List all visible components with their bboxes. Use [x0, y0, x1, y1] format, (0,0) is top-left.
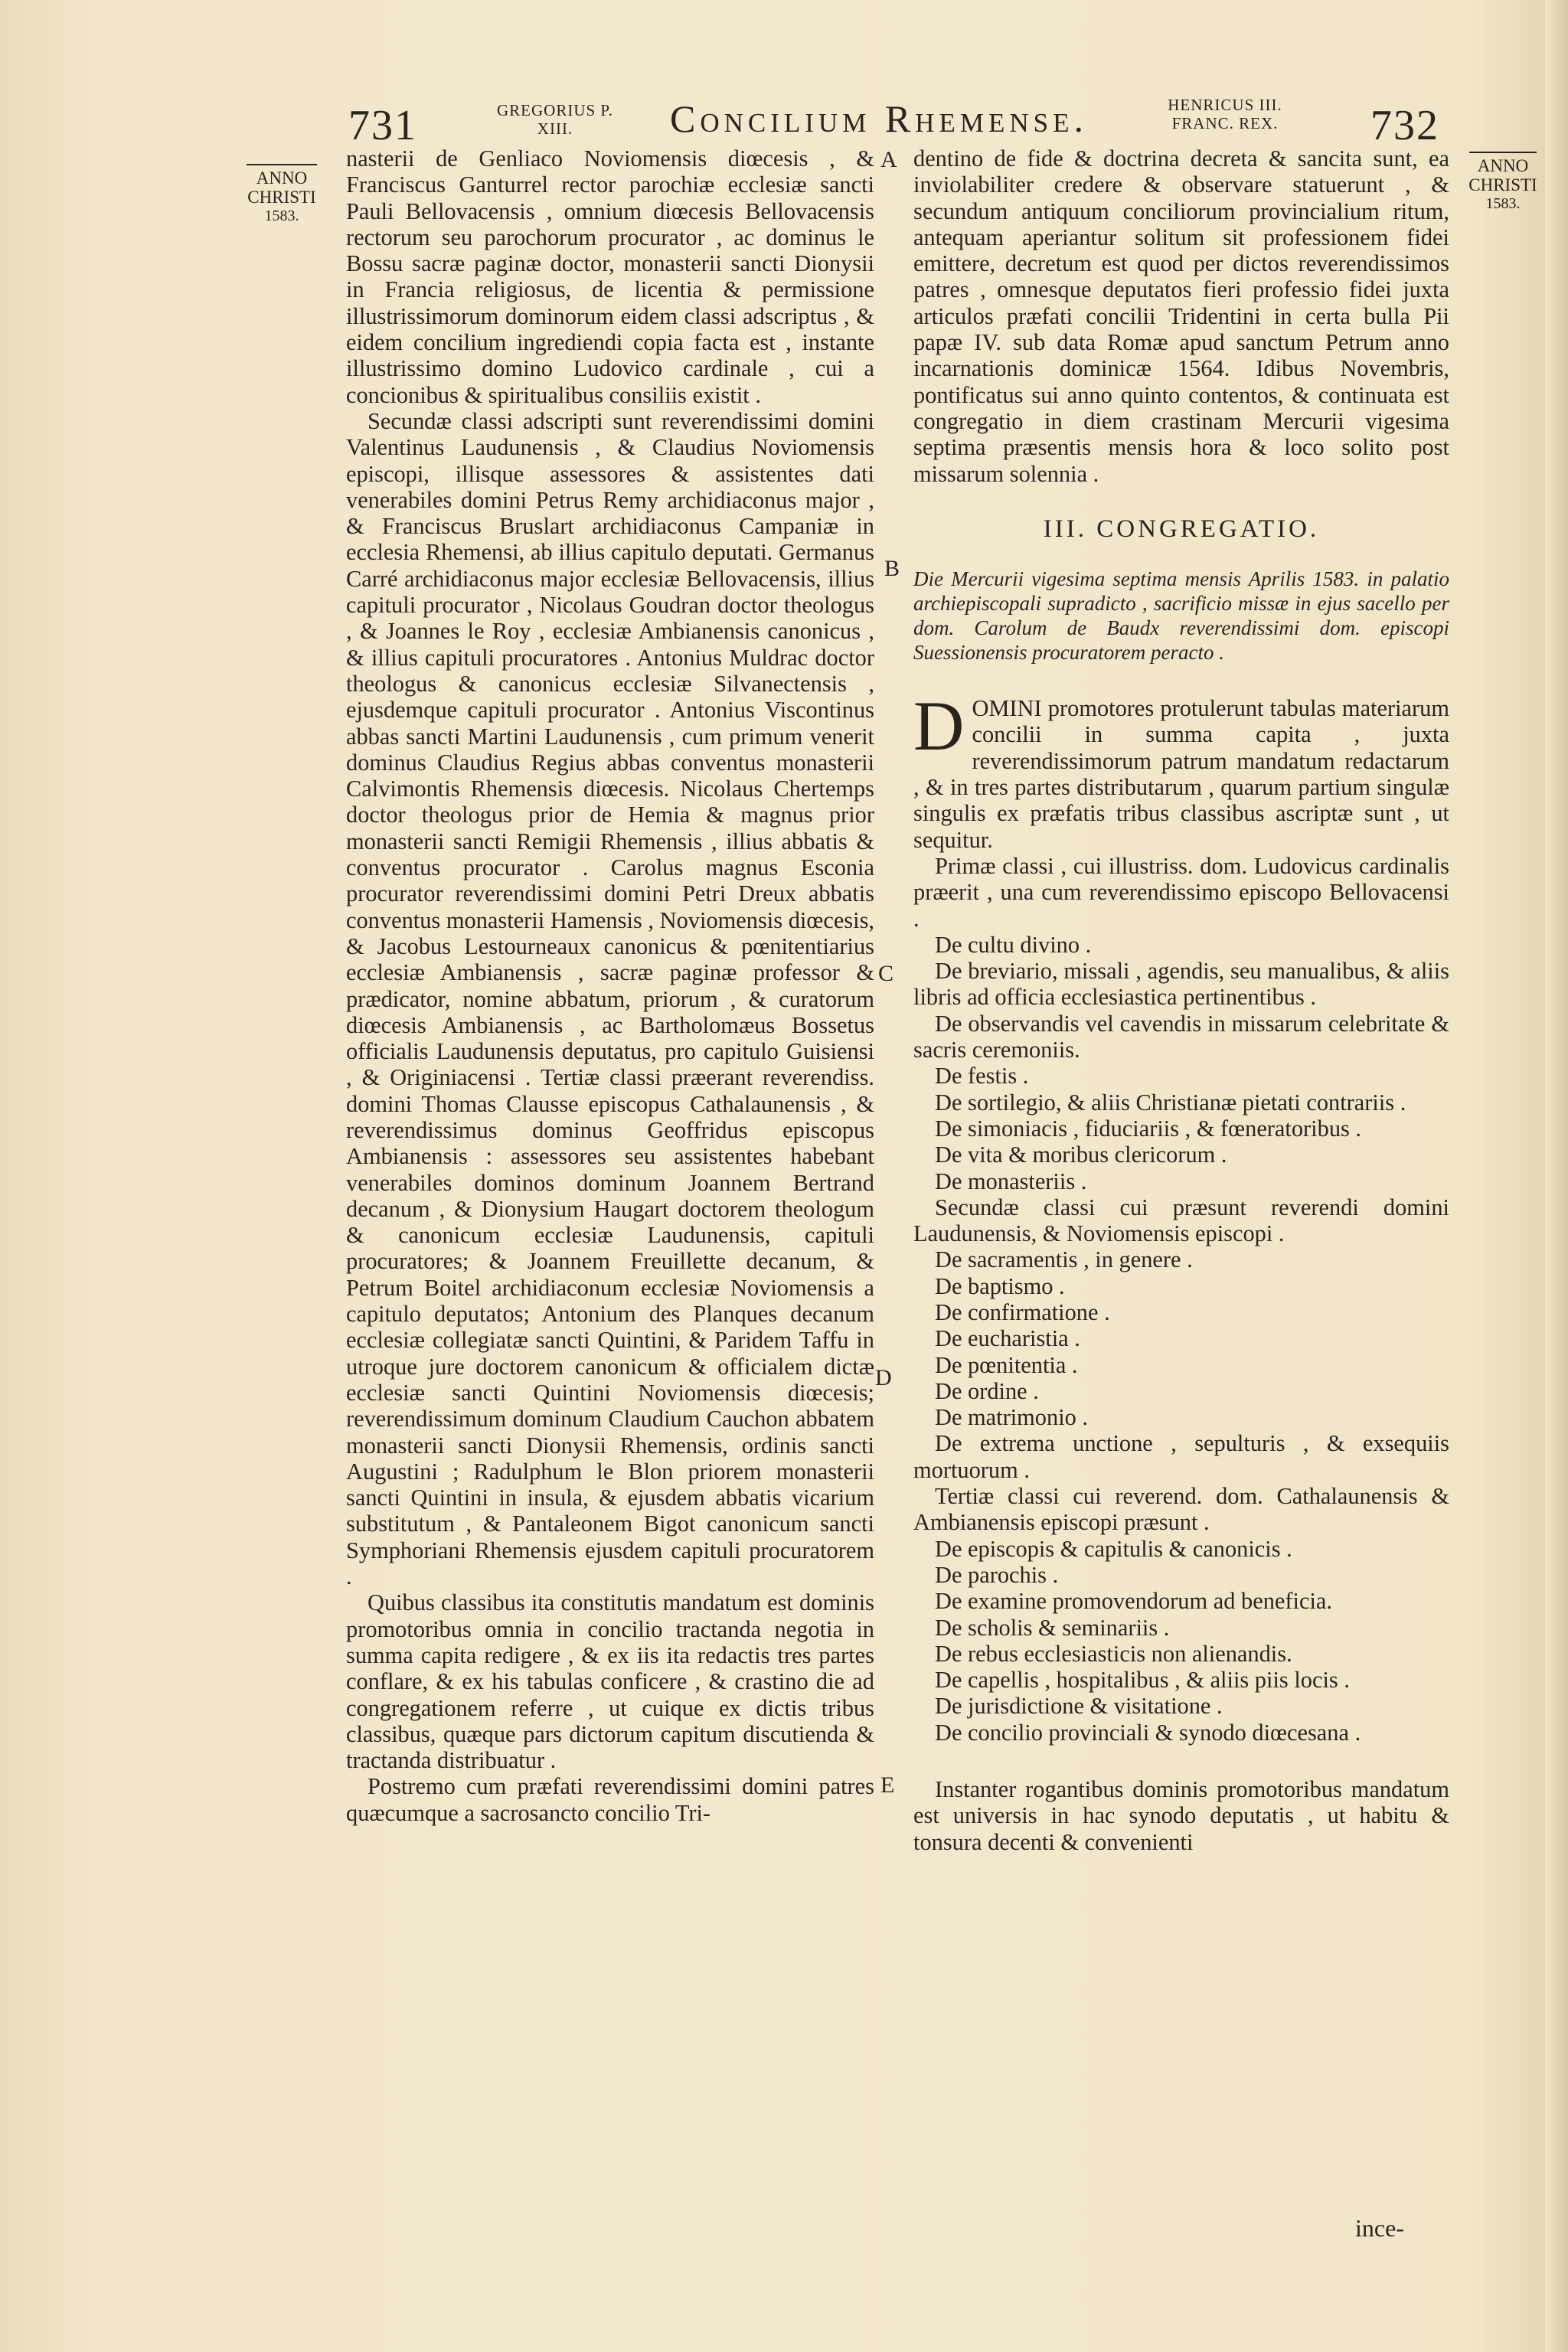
left-paragraph-3: Quibus classibus ita constitutis mandatum est dominis promotoribus omnia in concilio tractanda negotia in summa capita redigere , & ex iis ita redactis tres partes conflare, & ex his tabulas conficere , & crastino die ad congregationem referre , ut cuique ex dictis tribus classibus, quæque pars dictorum capitum discutienda & tractanda distribuatur .: [346, 1589, 874, 1774]
running-head-left: GREGORIUS P. XIII.: [496, 101, 614, 138]
list-item: De capellis , hospitalibus , & aliis piis locis .: [935, 1667, 1350, 1694]
list-item: De observandis vel cavendis in missarum celebritate & sacris ceremoniis.: [913, 1010, 1449, 1063]
list-item: De monasteriis .: [935, 1168, 1087, 1194]
page-edge: [1545, 0, 1568, 2352]
section-title: III. CONGREGATIO.: [1043, 514, 1320, 543]
running-title: Concilium Rhemense.: [670, 97, 1088, 140]
list-item: De breviario, missali , agendis, seu manualibus, & aliis libris ad officia ecclesiastica pertinentibus .: [913, 958, 1449, 1011]
section-subtitle: Die Mercurii vigesima septima mensis Aprilis 1583. in palatio archiepiscopali supradicto , sacrificio missæ in ejus sacello per dom. Carolum de Baudx reverendissimi dom. episcopi Suessionensis procuratorem peracto .: [913, 567, 1449, 665]
page-number-right: 732: [1370, 102, 1439, 149]
left-paragraph-1: nasterii de Genliaco Noviomensis diœcesis , & Franciscus Ganturrel rector parochiæ ecclesiæ sancti Pauli Bellovacensis , omnium diœcesis Bellovacensis rectorum seu parochorum procurator , ac dominus le Bossu sacræ paginæ doctor, monasterii sancti Dionysii in Francia religiosus, de licentia & permissione illustrissimorum dominorum eidem classi adscriptus , & eidem concilium ingrediendi copia facta est , instante illustrissimo domino Ludovico cardinale , cui a concionibus & spiritualibus consiliis existit .: [346, 145, 874, 408]
dropcap-paragraph: [913, 687, 1449, 853]
list-item: De cultu divino .: [935, 931, 1092, 958]
class1-list: [913, 932, 1449, 1194]
list-item: De matrimonio .: [935, 1404, 1089, 1431]
section-marker-e: E: [880, 1772, 895, 1798]
list-item: De rebus ecclesiasticis non alienandis.: [935, 1640, 1292, 1667]
list-item: De baptismo .: [935, 1272, 1065, 1299]
class2-list: [913, 1246, 1449, 1483]
right-column: [913, 145, 1449, 1855]
list-item: De festis .: [935, 1063, 1029, 1089]
list-item: De eucharistia .: [935, 1325, 1080, 1352]
class2-intro: Secundæ classi cui præsunt reverendi domini Laudunensis, & Noviomensis episcopi .: [913, 1194, 1449, 1247]
drop-cap-letter: D: [913, 687, 965, 766]
list-item: De sortilegio, & aliis Christianæ pietati contrariis .: [935, 1089, 1406, 1116]
class3-list: [913, 1536, 1449, 1746]
margin-note-left-line2: CHRISTI: [247, 188, 316, 207]
list-item: De sacramentis , in genere .: [935, 1246, 1193, 1273]
margin-note-right-year: 1583.: [1485, 195, 1521, 212]
margin-note-left-line1: ANNO: [256, 168, 308, 188]
margin-note-left: [243, 164, 320, 226]
list-item: De extrema unctione , sepulturis , & exsequiis mortuorum .: [913, 1430, 1449, 1483]
list-item: De concilio provinciali & synodo diœcesana .: [935, 1719, 1361, 1746]
section-marker-d: D: [875, 1365, 892, 1390]
list-item: De vita & moribus clericorum .: [935, 1142, 1227, 1168]
list-item: De episcopis & capitulis & canonicis .: [935, 1535, 1292, 1562]
list-item: De examine promovendorum ad beneficia.: [935, 1588, 1332, 1615]
left-paragraph-2: Secundæ classi adscripti sunt reverendissimi domini Valentinus Laudunensis , & Claudius Noviomensis episcopi, illisque assessores & assistentes dati venerabiles domini Petrus Remy archidiaconus major , & Franciscus Bruslart archidiaconus Campaniæ in ecclesia Rhemensi, ab illius capitulo deputati. Germanus Carré archidiaconus major ecclesiæ Bellovacensis, illius capituli procurator , Nicolaus Goudran doctor theologus , & Joannes le Roy , ecclesiæ Ambianensis canonicus , & illius capituli procuratores . Antonius Muldrac doctor theologus & canonicus ecclesiæ Silvanectensis , ejusdemque capituli procurator . Antonius Viscontinus abbas sancti Martini Laudunensis , cum primum venerit dominus Claudius Regius abbas conventus monasterii Calvimontis Rhemensis diœcesis. Nicolaus Chertemps doctor theologus prior de Hemia & magnus prior monasterii sancti Remigii Rhemensis , illius abbatis & conventus procurator . Carolus magnus Esconia procurator reverendissimi domini Petri Dreux abbatis conventus monasterii Hamensis , Noviomensis diœcesis, & Jacobus Lestourneaux canonicus & pœnitentiarius ecclesiæ Ambianensis , sacræ paginæ professor & prædicator, nomine abbatum, priorum , & curatorum diœcesis Ambianensis , ac Bartholomæus Bossetus officialis Laudunensis deputatus, pro capitulo Guisiensi , & Originiacensi . Tertiæ classi præerant reverendiss. domini Thomas Clausse episcopus Cathalaunensis , & reverendissimus dominus Geoffridus episcopus Ambianensis : assessores seu assistentes habebant venerabiles dominos dominum Joannem Bertrand decanum , & Dionysium Haugart doctorem theologum & canonicum ecclesiæ Laudunensis, capituli procuratores; & Joannem Freuillette decanum, & Petrum Boitel archidiaconum ecclesiæ Noviomensis a capitulo deputatos; Antonium des Planques decanum ecclesiæ collegiatæ sancti Quintini, & Paridem Taffu in utroque jure doctorem canonicum & officialem dictæ ecclesiæ sancti Quintini Noviomensis diœcesis; reverendissimum dominum Claudium Cauchon abbatem monasterii sancti Dionysii Rhemensis, ordinis sancti Augustini ; Radulphum le Blon priorem monasterii sancti Quintini in insula, & ejusdem abbatis vicarium substitutum , & Pantaleonem Bigot canonicum sancti Symphoriani Rhemensis ejusdem capituli procuratorem .: [346, 407, 874, 1590]
list-item: De confirmatione .: [935, 1298, 1110, 1325]
margin-note-right-line1: ANNO: [1477, 156, 1529, 175]
catchword: ince-: [1355, 2214, 1404, 2242]
section-marker-b: B: [884, 556, 900, 581]
class3-intro: Tertiæ classi cui reverend. dom. Cathalaunensis & Ambianensis episcopi præsunt .: [913, 1483, 1449, 1536]
left-paragraph-4: Postremo cum præfati reverendissimi domini patres quæcumque a sacrosancto concilio Tri-: [346, 1773, 874, 1826]
list-item: De ordine .: [935, 1377, 1039, 1404]
closing-paragraph: Instanter rogantibus dominis promotoribus mandatum est universis in hac synodo deputatis , ut habitu & tonsura decenti & convenienti: [913, 1776, 1449, 1855]
margin-note-left-year: 1583.: [264, 207, 299, 224]
section-marker-a: A: [880, 147, 897, 172]
section-marker-c: C: [878, 961, 894, 986]
class1-intro: Primæ classi , cui illustriss. dom. Ludovicus cardinalis præerit , una cum reverendissimo episcopo Bellovacensi .: [913, 852, 1449, 932]
spacer: [913, 1746, 1449, 1776]
page-number-left: 731: [348, 102, 417, 149]
list-item: De jurisdictione & visitatione .: [935, 1693, 1223, 1720]
running-head-right: HENRICUS III. FRANC. REX.: [1168, 96, 1282, 132]
list-item: De simoniacis , fiduciariis , & fœneratoribus .: [935, 1115, 1362, 1142]
left-column: [346, 145, 874, 1826]
list-item: De scholis & seminariis .: [935, 1614, 1170, 1641]
right-opening-paragraph: dentino de fide & doctrina decreta & sancita sunt, ea inviolabiliter credere & observare statuerunt , & secundum antiquum conciliorum provincialium ritum, antequam aperiantur solitum sit professionem fidei emittere, decretum est quod per dictos reverendissimos patres , omnesque deputatos fieri professio fidei juxta articulos præfati concilii Tridentini in certa bulla Pii papæ IV. sub data Romæ apud sanctum Petrum anno incarnationis dominicæ 1564. Idibus Novembris, pontificatus sui anno quinto contentos, & continuata est congregatio in diem crastinam Mercurii vigesima septima præsentis mensis hora & loco solito post missarum solennia .: [913, 145, 1449, 487]
margin-note-right-line2: CHRISTI: [1468, 175, 1537, 194]
dropcap-paragraph-text: OMINI promotores protulerunt tabulas materiarum concilii in summa capita , juxta reverendissimorum patrum mandatum redactarum , & in tres partes distributarum , quarum partium singulæ singulis ex præfatis tribus classibus ascriptæ sunt , ut sequitur.: [913, 695, 1449, 853]
list-item: De pœnitentia .: [935, 1351, 1078, 1378]
list-item: De parochis .: [935, 1561, 1059, 1588]
margin-note-right: [1466, 152, 1540, 214]
